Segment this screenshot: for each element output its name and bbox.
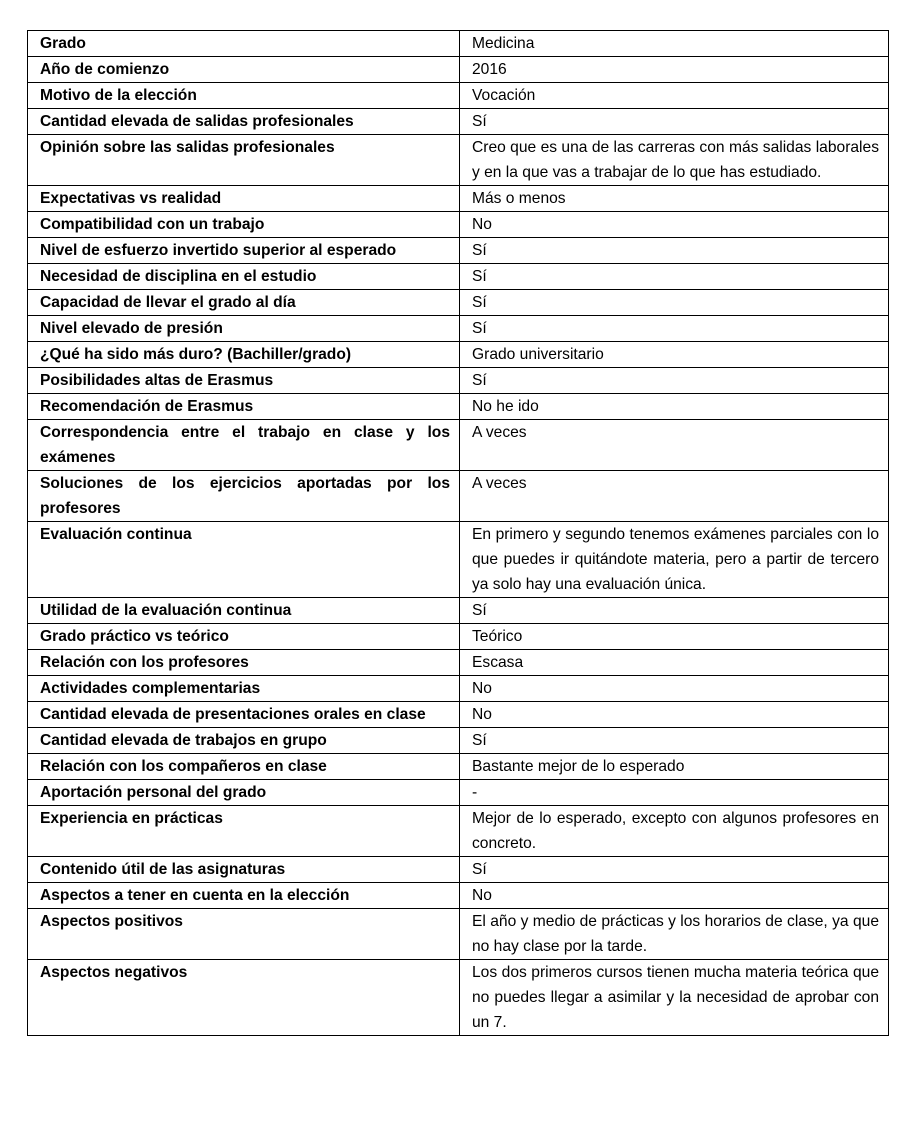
row-label: Capacidad de llevar el grado al día <box>28 290 460 316</box>
row-value: No <box>460 212 889 238</box>
row-label: ¿Qué ha sido más duro? (Bachiller/grado) <box>28 342 460 368</box>
row-value: No <box>460 702 889 728</box>
row-value: Escasa <box>460 650 889 676</box>
row-value: Más o menos <box>460 186 889 212</box>
row-label: Evaluación continua <box>28 522 460 598</box>
table-row <box>28 857 889 883</box>
table-row <box>28 780 889 806</box>
row-value: No <box>460 676 889 702</box>
table-row <box>28 650 889 676</box>
row-value: A veces <box>460 471 889 522</box>
table-row <box>28 624 889 650</box>
row-value: Sí <box>460 598 889 624</box>
row-value: Sí <box>460 728 889 754</box>
survey-table-body <box>28 31 889 1036</box>
row-value: Mejor de lo esperado, excepto con algunos profesores en concreto. <box>460 806 889 857</box>
row-label: Año de comienzo <box>28 57 460 83</box>
row-value: No <box>460 883 889 909</box>
row-value: - <box>460 780 889 806</box>
table-row <box>28 728 889 754</box>
row-label: Cantidad elevada de trabajos en grupo <box>28 728 460 754</box>
row-value: Creo que es una de las carreras con más salidas laborales y en la que vas a trabajar de lo que has estudiado. <box>460 135 889 186</box>
row-value: Grado universitario <box>460 342 889 368</box>
row-label: Opinión sobre las salidas profesionales <box>28 135 460 186</box>
row-value: A veces <box>460 420 889 471</box>
row-label: Expectativas vs realidad <box>28 186 460 212</box>
table-row <box>28 960 889 1036</box>
row-value: Vocación <box>460 83 889 109</box>
table-row <box>28 290 889 316</box>
row-label: Aspectos a tener en cuenta en la elección <box>28 883 460 909</box>
row-label: Actividades complementarias <box>28 676 460 702</box>
row-label: Experiencia en prácticas <box>28 806 460 857</box>
table-row <box>28 186 889 212</box>
row-label: Soluciones de los ejercicios aportadas por los profesores <box>28 471 460 522</box>
row-label: Recomendación de Erasmus <box>28 394 460 420</box>
row-value: Sí <box>460 264 889 290</box>
table-row <box>28 316 889 342</box>
table-row <box>28 676 889 702</box>
row-label: Relación con los compañeros en clase <box>28 754 460 780</box>
survey-table <box>27 30 889 1036</box>
row-value: El año y medio de prácticas y los horarios de clase, ya que no hay clase por la tarde. <box>460 909 889 960</box>
table-row <box>28 368 889 394</box>
row-value: En primero y segundo tenemos exámenes parciales con lo que puedes ir quitándote materia, pero a partir de tercero ya solo hay una evaluación única. <box>460 522 889 598</box>
row-value: Sí <box>460 290 889 316</box>
row-value: Medicina <box>460 31 889 57</box>
row-label: Utilidad de la evaluación continua <box>28 598 460 624</box>
row-value: 2016 <box>460 57 889 83</box>
row-value: Sí <box>460 857 889 883</box>
row-label: Aspectos negativos <box>28 960 460 1036</box>
row-value: Sí <box>460 368 889 394</box>
table-row <box>28 754 889 780</box>
row-value: Sí <box>460 109 889 135</box>
table-row <box>28 135 889 186</box>
table-row <box>28 264 889 290</box>
row-value: Sí <box>460 238 889 264</box>
row-label: Contenido útil de las asignaturas <box>28 857 460 883</box>
table-row <box>28 238 889 264</box>
row-label: Nivel de esfuerzo invertido superior al esperado <box>28 238 460 264</box>
row-label: Posibilidades altas de Erasmus <box>28 368 460 394</box>
row-label: Relación con los profesores <box>28 650 460 676</box>
table-row <box>28 109 889 135</box>
table-row <box>28 522 889 598</box>
table-row <box>28 394 889 420</box>
row-value: Sí <box>460 316 889 342</box>
table-row <box>28 420 889 471</box>
row-label: Correspondencia entre el trabajo en clase y los exámenes <box>28 420 460 471</box>
row-label: Compatibilidad con un trabajo <box>28 212 460 238</box>
table-row <box>28 83 889 109</box>
row-value: Teórico <box>460 624 889 650</box>
row-label: Aspectos positivos <box>28 909 460 960</box>
row-label: Cantidad elevada de salidas profesionales <box>28 109 460 135</box>
row-label: Nivel elevado de presión <box>28 316 460 342</box>
table-row <box>28 31 889 57</box>
row-label: Motivo de la elección <box>28 83 460 109</box>
row-label: Aportación personal del grado <box>28 780 460 806</box>
table-row <box>28 598 889 624</box>
row-label: Necesidad de disciplina en el estudio <box>28 264 460 290</box>
row-label: Grado práctico vs teórico <box>28 624 460 650</box>
table-row <box>28 883 889 909</box>
table-row <box>28 342 889 368</box>
row-value: Bastante mejor de lo esperado <box>460 754 889 780</box>
table-row <box>28 57 889 83</box>
table-row <box>28 212 889 238</box>
table-row <box>28 702 889 728</box>
table-row <box>28 471 889 522</box>
table-row <box>28 909 889 960</box>
row-value: No he ido <box>460 394 889 420</box>
row-value: Los dos primeros cursos tienen mucha materia teórica que no puedes llegar a asimilar y la necesidad de aprobar con un 7. <box>460 960 889 1036</box>
table-row <box>28 806 889 857</box>
row-label: Cantidad elevada de presentaciones orales en clase <box>28 702 460 728</box>
row-label: Grado <box>28 31 460 57</box>
